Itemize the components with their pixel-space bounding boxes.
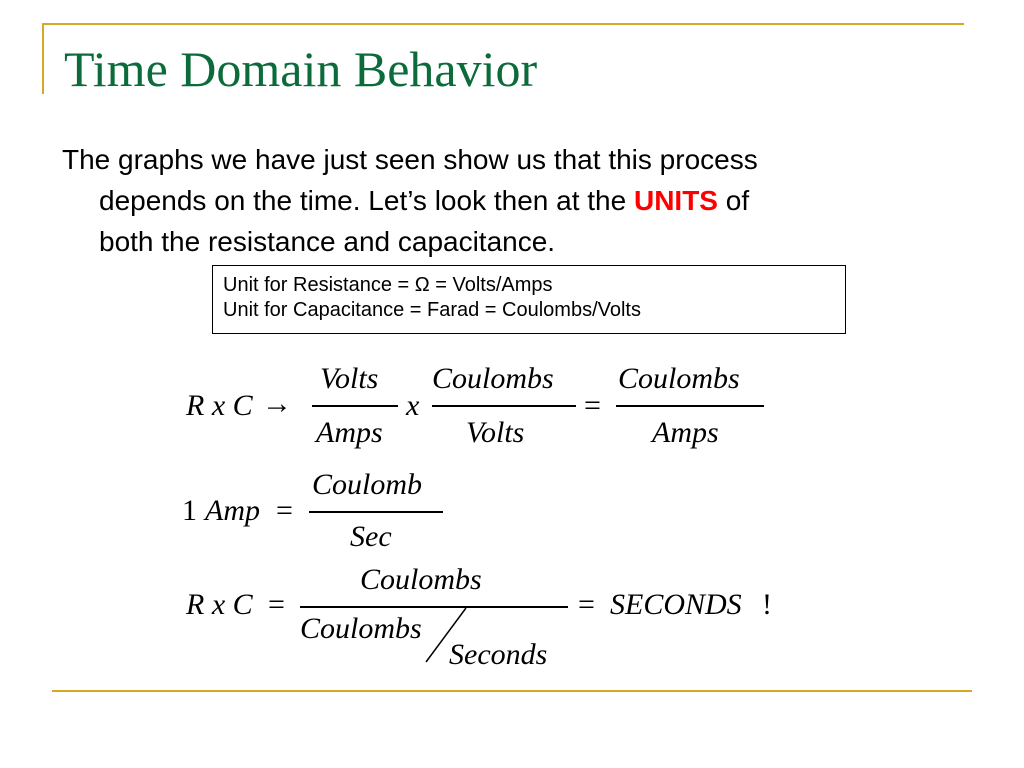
eq2-one: 1 <box>182 494 197 527</box>
eq3-den-num: Coulombs <box>300 612 422 645</box>
units-box <box>212 265 846 334</box>
eq1-arrow: → <box>262 387 292 420</box>
eq3-equals2: = <box>578 588 595 621</box>
eq3-num: Coulombs <box>360 563 482 596</box>
eq2-bar <box>309 511 443 513</box>
body-line-1: The graphs we have just seen show us that this process <box>62 144 758 175</box>
top-rule <box>42 23 964 25</box>
eq2-amp: Amp <box>205 494 260 527</box>
eq2-num: Coulomb <box>312 468 423 501</box>
body-line-2-text: depends on the time. Let’s look then at the <box>99 185 634 216</box>
eq1-equals: = <box>584 389 601 422</box>
body-line-2-end: of <box>717 185 750 216</box>
eq2-den: Sec <box>350 520 392 553</box>
eq3-bang: ! <box>762 588 772 621</box>
eq1-lhs: R x C <box>186 389 253 422</box>
eq2-equals: = <box>276 494 293 527</box>
body-line-2 <box>62 180 942 221</box>
body-line-3: both the resistance and capacitance. <box>99 226 556 257</box>
eq1-times: x <box>406 389 420 422</box>
eq1-frac3-num: Coulombs <box>618 362 740 395</box>
eq3-equals: = <box>268 588 285 621</box>
eq1-frac2-num: Coulombs <box>432 362 554 395</box>
eq1-frac2-bar <box>432 405 576 407</box>
left-rule <box>42 23 44 94</box>
eq3-lhs: R x C <box>186 588 253 621</box>
eq1-frac1-den: Amps <box>316 416 383 449</box>
body-paragraph <box>62 139 942 262</box>
resistance-unit: Unit for Resistance = Ω = Volts/Amps <box>223 274 553 296</box>
eq1-frac1-num: Volts <box>320 362 379 395</box>
eq1-frac2-den: Volts <box>466 416 525 449</box>
bottom-rule <box>52 690 972 692</box>
slide-title: Time Domain Behavior <box>64 41 538 97</box>
eq1-frac3-den: Amps <box>652 416 719 449</box>
eq3-den-den: Seconds <box>449 638 548 671</box>
eq3-result: SECONDS <box>610 588 742 621</box>
eq1-frac3-bar <box>616 405 764 407</box>
units-highlight: UNITS <box>633 185 718 216</box>
eq1-frac1-bar <box>312 405 398 407</box>
capacitance-unit: Unit for Capacitance = Farad = Coulombs/Volts <box>223 299 641 321</box>
